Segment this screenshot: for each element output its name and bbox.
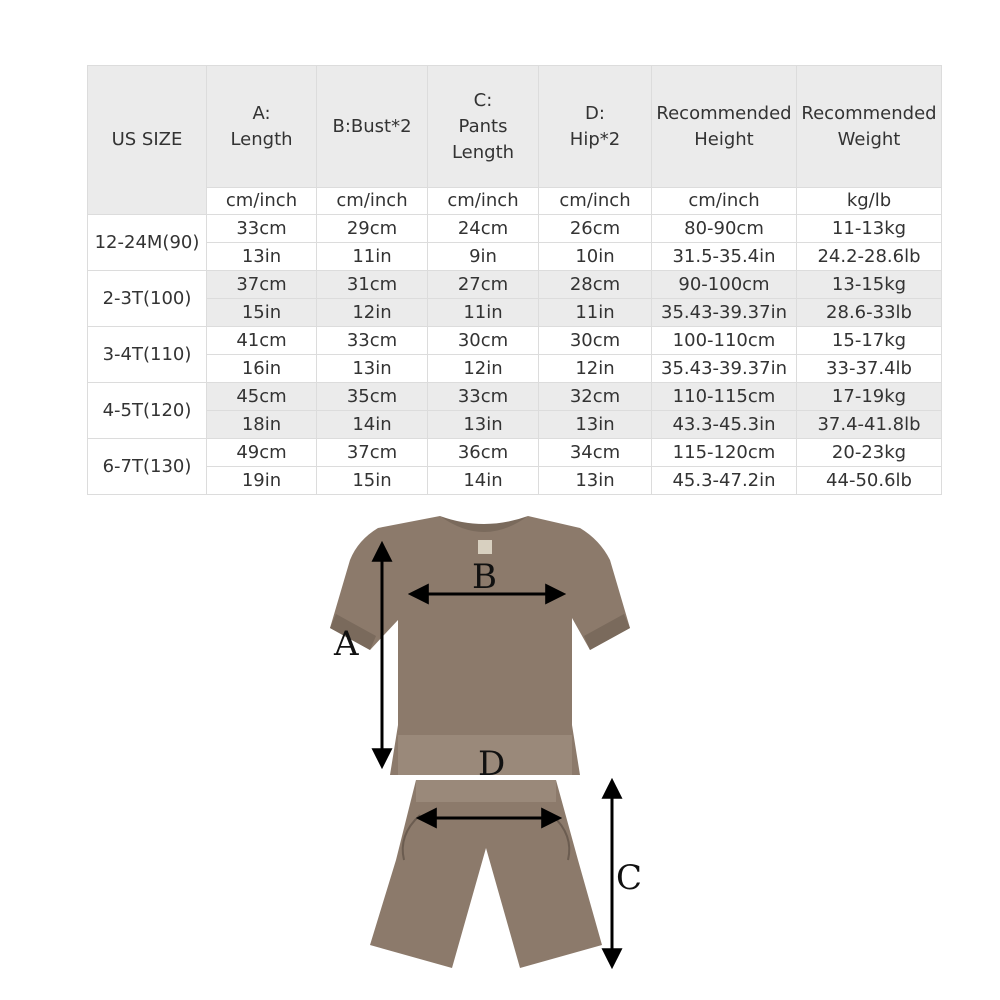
value-cell-cm: 115-120cm	[652, 439, 797, 467]
value-cell-in: 12in	[428, 355, 539, 383]
value-cell-cm: 34cm	[539, 439, 652, 467]
value-cell-in: 24.2-28.6lb	[797, 243, 942, 271]
value-cell-cm: 33cm	[428, 383, 539, 411]
value-cell-in: 12in	[539, 355, 652, 383]
value-cell-cm: 32cm	[539, 383, 652, 411]
value-cell-cm: 37cm	[317, 439, 428, 467]
value-cell-cm: 41cm	[207, 327, 317, 355]
label-b: B	[472, 557, 497, 597]
value-cell-cm: 13-15kg	[797, 271, 942, 299]
value-cell-cm: 30cm	[428, 327, 539, 355]
value-cell-cm: 30cm	[539, 327, 652, 355]
size-cell: 3-4T(110)	[88, 327, 207, 383]
value-cell-in: 35.43-39.37in	[652, 355, 797, 383]
value-cell-in: 45.3-47.2in	[652, 467, 797, 495]
header-text: C:	[473, 89, 493, 111]
header-text: Hip*2	[569, 128, 621, 150]
value-cell-cm: 17-19kg	[797, 383, 942, 411]
value-cell-in: 11in	[539, 299, 652, 327]
value-cell-in: 16in	[207, 355, 317, 383]
header-text: B:Bust*2	[332, 115, 412, 137]
value-cell-in: 15in	[207, 299, 317, 327]
value-cell-in: 13in	[317, 355, 428, 383]
value-cell-cm: 90-100cm	[652, 271, 797, 299]
value-cell-in: 11in	[317, 243, 428, 271]
value-cell-in: 13in	[539, 411, 652, 439]
header-text: A:	[252, 102, 271, 124]
value-cell-in: 44-50.6lb	[797, 467, 942, 495]
tshirt-label	[478, 540, 492, 554]
label-a: A	[334, 624, 359, 664]
value-cell-cm: 31cm	[317, 271, 428, 299]
value-cell-cm: 29cm	[317, 215, 428, 243]
header-text: D:	[585, 102, 605, 124]
value-cell-cm: 100-110cm	[652, 327, 797, 355]
value-cell-in: 9in	[428, 243, 539, 271]
unit-cell: cm/inch	[317, 188, 428, 215]
value-cell-in: 28.6-33lb	[797, 299, 942, 327]
header-text: Length	[230, 128, 293, 150]
value-cell-in: 15in	[317, 467, 428, 495]
value-cell-cm: 110-115cm	[652, 383, 797, 411]
unit-cell: cm/inch	[652, 188, 797, 215]
value-cell-in: 18in	[207, 411, 317, 439]
value-cell-in: 12in	[317, 299, 428, 327]
value-cell-cm: 11-13kg	[797, 215, 942, 243]
size-cell: 2-3T(100)	[88, 271, 207, 327]
header-text: Length	[451, 141, 515, 163]
header-text: US SIZE	[111, 129, 183, 150]
value-cell-cm: 24cm	[428, 215, 539, 243]
value-cell-in: 43.3-45.3in	[652, 411, 797, 439]
label-c: C	[616, 858, 643, 898]
value-cell-in: 10in	[539, 243, 652, 271]
value-cell-in: 35.43-39.37in	[652, 299, 797, 327]
value-cell-in: 14in	[428, 467, 539, 495]
value-cell-in: 13in	[428, 411, 539, 439]
value-cell-in: 33-37.4lb	[797, 355, 942, 383]
value-cell-in: 11in	[428, 299, 539, 327]
header-text: Height	[694, 128, 754, 150]
unit-cell: cm/inch	[539, 188, 652, 215]
value-cell-cm: 33cm	[317, 327, 428, 355]
value-cell-cm: 45cm	[207, 383, 317, 411]
value-cell-cm: 27cm	[428, 271, 539, 299]
shorts-body	[370, 780, 602, 968]
value-cell-cm: 37cm	[207, 271, 317, 299]
value-cell-cm: 35cm	[317, 383, 428, 411]
unit-cell: kg/lb	[797, 188, 942, 215]
header-text: Pants	[458, 115, 508, 137]
value-cell-cm: 26cm	[539, 215, 652, 243]
value-cell-cm: 49cm	[207, 439, 317, 467]
size-cell: 12-24M(90)	[88, 215, 207, 271]
size-cell: 4-5T(120)	[88, 383, 207, 439]
unit-cell: cm/inch	[207, 188, 317, 215]
size-cell: 6-7T(130)	[88, 439, 207, 495]
value-cell-cm: 15-17kg	[797, 327, 942, 355]
value-cell-in: 13in	[539, 467, 652, 495]
shorts-illustration	[370, 780, 602, 968]
header-text: Weight	[837, 128, 901, 150]
unit-cell: cm/inch	[428, 188, 539, 215]
value-cell-cm: 28cm	[539, 271, 652, 299]
tshirt-illustration	[330, 516, 630, 775]
value-cell-cm: 20-23kg	[797, 439, 942, 467]
value-cell-in: 37.4-41.8lb	[797, 411, 942, 439]
header-text: Recommended	[656, 102, 792, 124]
value-cell-in: 31.5-35.4in	[652, 243, 797, 271]
header-text: Recommended	[801, 102, 937, 124]
value-cell-in: 14in	[317, 411, 428, 439]
value-cell-in: 13in	[207, 243, 317, 271]
value-cell-cm: 36cm	[428, 439, 539, 467]
value-cell-in: 19in	[207, 467, 317, 495]
label-d: D	[478, 744, 506, 784]
value-cell-cm: 80-90cm	[652, 215, 797, 243]
value-cell-cm: 33cm	[207, 215, 317, 243]
